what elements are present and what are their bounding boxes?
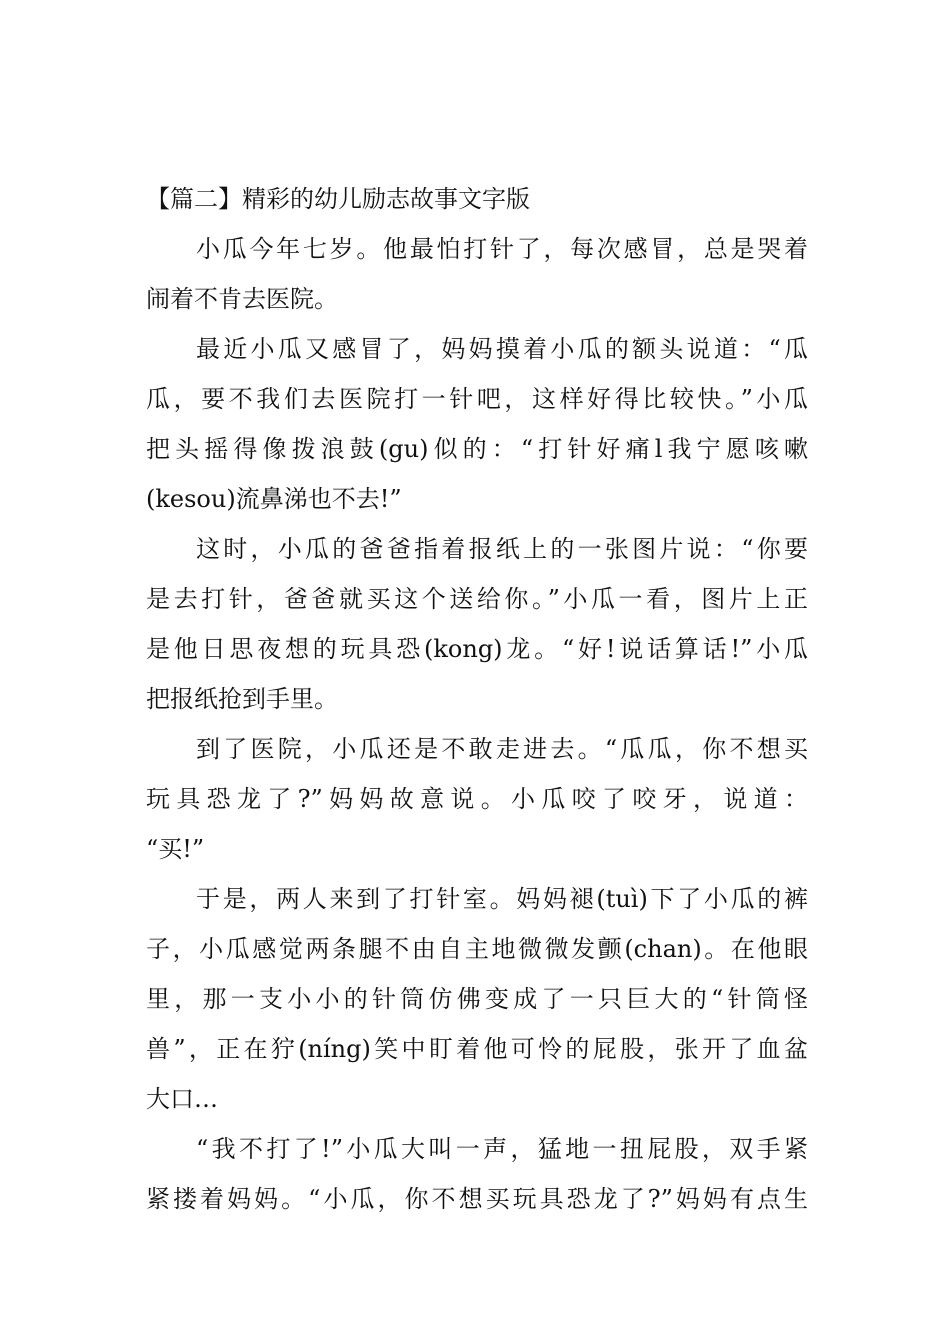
text-line: 紧搂着妈妈。“小瓜，你不想买玩具恐龙了?”妈妈有点生 xyxy=(146,1185,808,1213)
text-line: 把头摇得像拨浪鼓(gu)似的：“打针好痛l我宁愿咳嗽 xyxy=(146,435,808,463)
text-line: 最近小瓜又感冒了，妈妈摸着小瓜的额头说道：“瓜 xyxy=(196,335,808,363)
text-line: “买!” xyxy=(146,835,205,863)
paragraph xyxy=(146,524,808,724)
text-line: 里，那一支小小的针筒仿佛变成了一只巨大的“针筒怪 xyxy=(146,985,808,1013)
text-line: 于是，两人来到了打针室。妈妈褪(tuì)下了小瓜的裤 xyxy=(196,885,808,913)
paragraph xyxy=(146,874,808,1124)
text-line: “我不打了!”小瓜大叫一声，猛地一扭屁股，双手紧 xyxy=(196,1135,808,1163)
paragraph xyxy=(146,1124,808,1224)
text-line: 子，小瓜感觉两条腿不由自主地微微发颤(chan)。在他眼 xyxy=(146,935,808,963)
text-line: 这时，小瓜的爸爸指着报纸上的一张图片说：“你要 xyxy=(196,535,808,563)
text-line: 瓜，要不我们去医院打一针吧，这样好得比较快。”小瓜 xyxy=(146,385,808,413)
text-line: 把报纸抢到手里。 xyxy=(146,685,338,713)
text-line: (kesou)流鼻涕也不去!” xyxy=(146,485,402,513)
document-body xyxy=(146,178,808,1224)
paragraph xyxy=(146,224,808,324)
text-line: 是去打针，爸爸就买这个送给你。”小瓜一看，图片上正 xyxy=(146,585,808,613)
paragraph xyxy=(146,724,808,874)
text-line: 是他日思夜想的玩具恐(kong)龙。“好!说话算话!”小瓜 xyxy=(146,635,808,663)
text-line: 小瓜今年七岁。他最怕打针了，每次感冒，总是哭着 xyxy=(196,235,808,263)
text-line: 闹着不肯去医院。 xyxy=(146,285,338,313)
paragraph xyxy=(146,324,808,524)
text-line: 兽”，正在狞(níng)笑中盯着他可怜的屁股，张开了血盆 xyxy=(146,1035,808,1063)
text-line: 大口… xyxy=(146,1085,218,1113)
text-line: 玩具恐龙了?”妈妈故意说。小瓜咬了咬牙，说道： xyxy=(146,785,808,813)
section-heading: 【篇二】精彩的幼儿励志故事文字版 xyxy=(146,185,530,213)
text-line: 到了医院，小瓜还是不敢走进去。“瓜瓜，你不想买 xyxy=(196,735,808,763)
